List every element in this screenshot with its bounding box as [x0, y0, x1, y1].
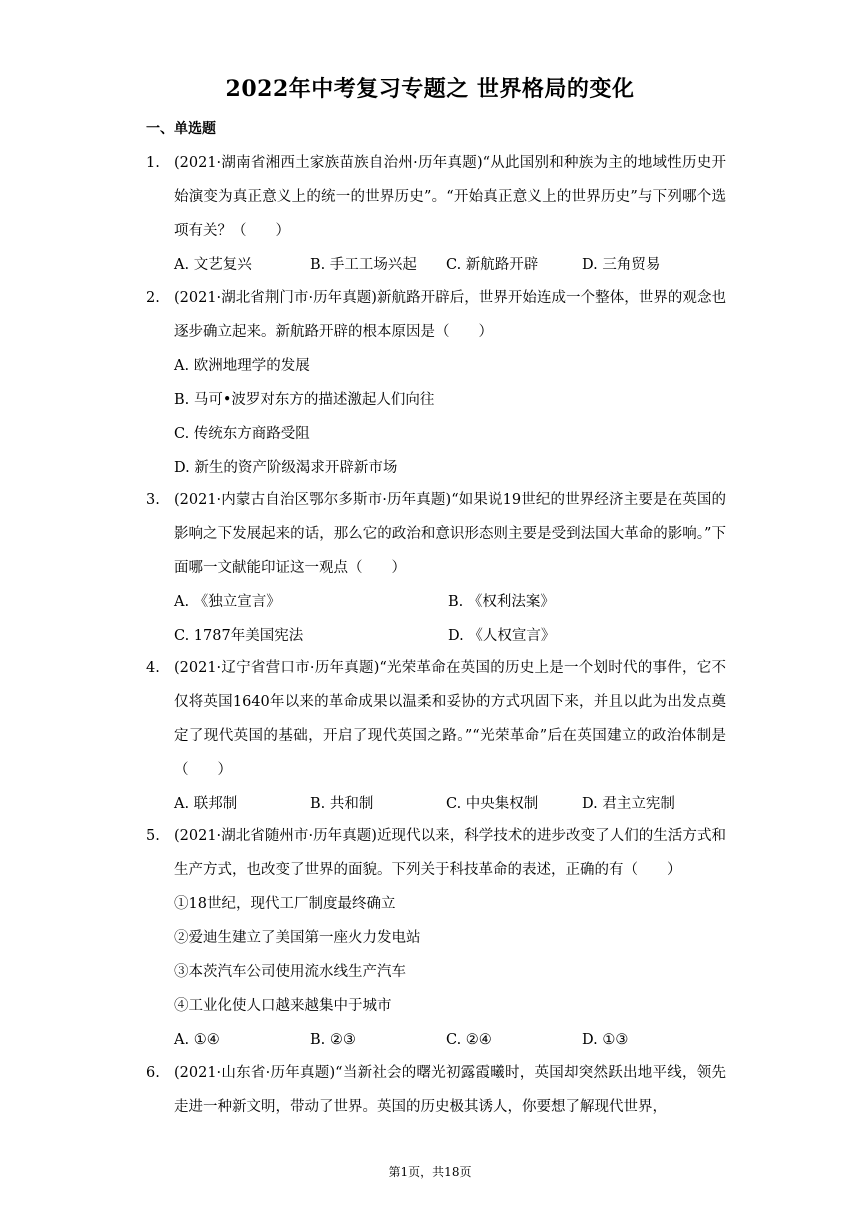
question-number: 3. — [146, 492, 160, 508]
option-d: D. ①③ — [582, 1032, 629, 1048]
question-5 — [146, 819, 726, 1057]
statement-item: ①18世纪，现代工厂制度最终确立 — [174, 896, 396, 912]
option-c: C. 新航路开辟 — [446, 257, 539, 273]
statement-item: ④工业化使人口越来越集中于城市 — [174, 998, 392, 1014]
section-heading: 一、单选题 — [146, 121, 216, 137]
question-stem: (2021·山东省·历年真题)“当新社会的曙光初露霞曦时，英国却突然跃出地平线，领先走进一种新文明，带动了世界。英国的历史极其诱人，你要想了解现代世界， — [174, 1065, 726, 1115]
option-b: B. ②③ — [310, 1032, 356, 1048]
question-stem: (2021·湖北省随州市·历年真题)近现代以来，科学技术的进步改变了人们的生活方式和生产方式，也改变了世界的面貌。下列关于科技革命的表述，正确的有（ ） — [174, 828, 726, 878]
option-b: B. 共和制 — [310, 796, 374, 812]
options-row — [174, 248, 726, 282]
question-number: 2. — [146, 290, 160, 306]
question-stem: (2021·湖北省荆门市·历年真题)新航路开辟后，世界开始连成一个整体，世界的观念也逐步确立起来。新航路开辟的根本原因是（ ） — [174, 290, 726, 340]
question-stem: (2021·湖南省湘西土家族苗族自治州·历年真题)“从此国别和种族为主的地域性历史开始演变为真正意义上的统一的世界历史”。“开始真正意义上的世界历史”与下列哪个选项有关？（ ） — [174, 155, 726, 239]
question-number: 6. — [146, 1065, 160, 1081]
options-row — [174, 1023, 726, 1057]
option-a: A. 文艺复兴 — [174, 257, 252, 273]
option-d: D. 三角贸易 — [582, 257, 661, 273]
option-d: D. 君主立宪制 — [582, 796, 675, 812]
question-number: 4. — [146, 660, 160, 676]
option-b: B. 手工工场兴起 — [310, 257, 417, 273]
option-d: D. 新生的资产阶级渴求开辟新市场 — [174, 460, 398, 476]
question-1 — [146, 146, 726, 282]
option-b: B. 《权利法案》 — [448, 594, 555, 610]
option-d: D. 《人权宣言》 — [448, 628, 556, 644]
options-row — [174, 585, 726, 619]
question-number: 5. — [146, 828, 160, 844]
question-number: 1. — [146, 155, 160, 171]
option-c: C. 1787年美国宪法 — [174, 628, 304, 644]
question-3 — [146, 483, 726, 653]
statement-item: ②爱迪生建立了美国第一座火力发电站 — [174, 930, 421, 946]
option-a: A. ①④ — [174, 1032, 220, 1048]
option-a: A. 联邦制 — [174, 796, 238, 812]
question-stem: (2021·内蒙古自治区鄂尔多斯市·历年真题)“如果说19世纪的世界经济主要是在英国的影响之下发展起来的话，那么它的政治和意识形态则主要是受到法国大革命的影响。”下面哪一文献能印证这一观点（ ） — [174, 492, 726, 576]
question-4 — [146, 651, 726, 821]
option-c: C. 传统东方商路受阻 — [174, 426, 310, 442]
options-row — [174, 787, 726, 821]
page-title: 2022年中考复习专题之 世界格局的变化 — [225, 76, 635, 102]
question-6 — [146, 1056, 726, 1124]
option-a: A. 欧洲地理学的发展 — [174, 358, 310, 374]
option-b: B. 马可•波罗对东方的描述激起人们向往 — [174, 392, 435, 408]
page-footer: 第1页，共18页 — [388, 1165, 472, 1179]
question-2 — [146, 281, 726, 485]
option-c: C. 中央集权制 — [446, 796, 539, 812]
statement-item: ③本茨汽车公司使用流水线生产汽车 — [174, 964, 406, 980]
options-row — [174, 619, 726, 653]
option-a: A. 《独立宣言》 — [174, 594, 281, 610]
option-c: C. ②④ — [446, 1032, 492, 1048]
question-stem: (2021·辽宁省营口市·历年真题)“光荣革命在英国的历史上是一个划时代的事件，它不仅将英国1640年以来的革命成果以温柔和妥协的方式巩固下来，并且以此为出发点奠定了现代英国的基础，开启了现代英国之路。”“光荣革命”后在英国建立的政治体制是（ ） — [174, 660, 726, 778]
